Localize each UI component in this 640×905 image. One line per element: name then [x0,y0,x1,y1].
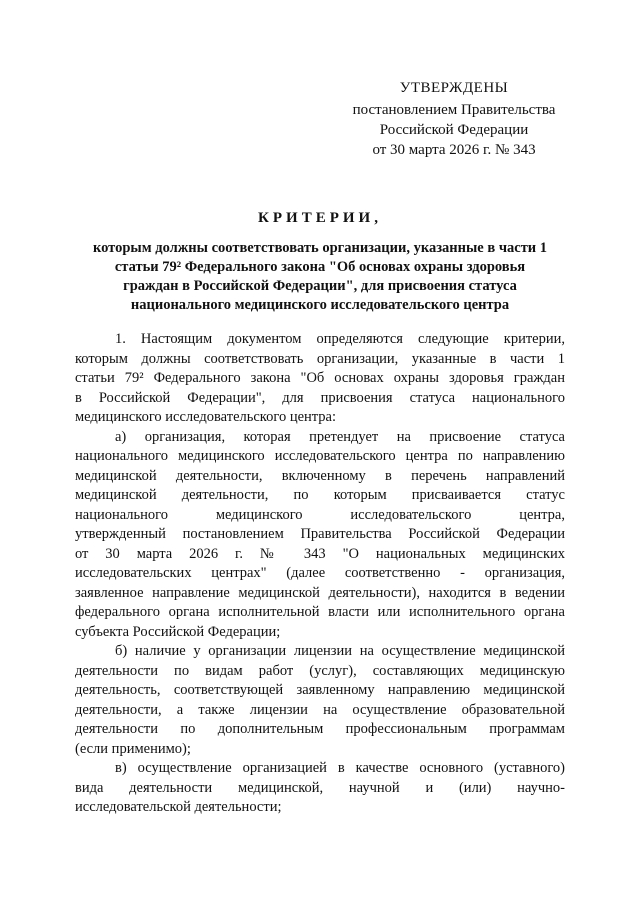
paragraph-a [75,428,565,643]
paragraph-line: деятельность, соответствующей заявленному направлению медицинской [75,682,565,698]
paragraph-line: федерального органа исполнительной власти или исполнительного органа [75,604,565,620]
paragraph-line: медицинской деятельности, включенному в перечень направлений [75,467,565,484]
subtitle-line: которым должны соответствовать организации, указанные в части 1 [92,240,548,256]
paragraph-1 [75,330,565,428]
approval-line-1: постановлением Правительства [352,102,556,118]
approval-heading: УТВЕРЖДЕНЫ [399,80,509,96]
paragraph-line: вида деятельности медицинской, научной и (или) научно- [75,779,565,796]
paragraph-b [75,642,565,759]
approval-stamp-block [338,78,570,160]
paragraph-line: национального медицинского исследовательского центра по направлению [75,448,565,464]
subtitle-line: граждан в Российской Федерации", для присвоения статуса [123,278,517,294]
paragraph-v [75,759,565,818]
paragraph-line: заявленное направление медицинской деятельности), находится в ведении [75,584,565,601]
document-subtitle [70,239,570,315]
paragraph-line: медицинского исследовательского центра: [75,409,337,425]
paragraph-line: в Российской Федерации", для присвоения статуса национального [75,389,565,406]
paragraph-line: деятельности по дополнительным профессиональным программам [75,721,565,737]
paragraph-line: утвержденный постановлением Правительства Российской Федерации [75,526,565,542]
document-body [75,330,565,818]
paragraph-line: исследовательской деятельности; [75,799,282,815]
paragraph-line: статьи 79² Федерального закона "Об основах охраны здоровья граждан [75,370,565,386]
subtitle-line: национального медицинского исследовательского центра [130,297,510,313]
paragraph-line: деятельности, а также лицензии на осуществление образовательной [75,701,565,718]
paragraph-line: которым должны соответствовать организации, указанные в части 1 [75,350,565,367]
paragraph-line: национального медицинского исследовательского центра, [75,506,565,523]
document-title: КРИТЕРИИ, [258,210,382,226]
approval-line-3: от 30 марта 2026 г. № 343 [372,142,536,158]
paragraph-line: субъекта Российской Федерации; [75,623,281,640]
paragraph-line: деятельности по видам работ (услуг), составляющих медицинскую [75,662,565,679]
paragraph-line: а) организация, которая претендует на присвоение статуса [115,428,565,445]
approval-line-2: Российской Федерации [379,122,529,138]
paragraph-line: от 30 марта 2026 г. № 343 "О национальных медицинских [75,545,565,562]
paragraph-line: 1. Настоящим документом определяются следующие критерии, [115,331,565,347]
paragraph-line: б) наличие у организации лицензии на осуществление медицинской [115,643,565,659]
paragraph-line: в) осуществление организацией в качестве основного (уставного) [115,760,565,776]
subtitle-line: статьи 79² Федерального закона "Об основах охраны здоровья [114,259,526,275]
paragraph-line: медицинской деятельности, по которым присваивается статус [75,487,565,503]
paragraph-line: (если применимо); [75,740,191,757]
paragraph-line: исследовательских центрах" (далее соответственно - организация, [75,565,565,581]
